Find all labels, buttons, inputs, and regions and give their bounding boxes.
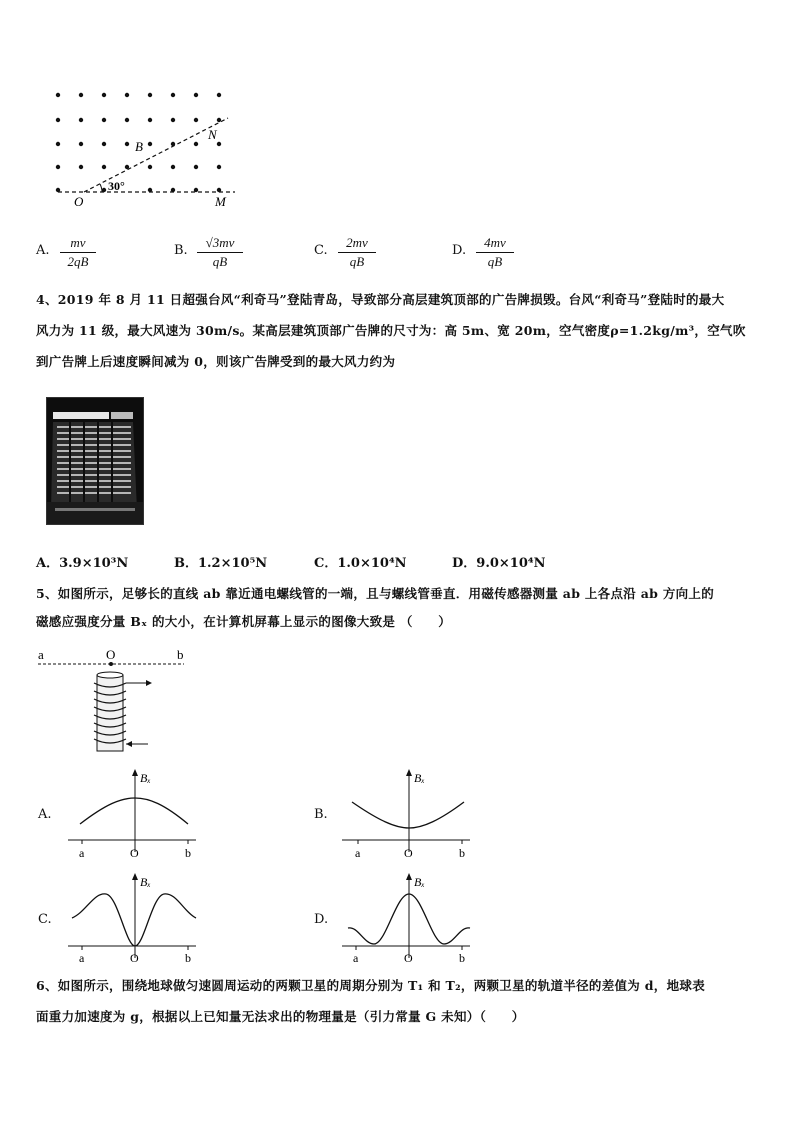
on-line [84, 118, 228, 192]
tick-o: O [404, 951, 413, 964]
q5-graph-b[interactable] [340, 768, 480, 860]
q3-option-a-letter[interactable]: A. [36, 243, 50, 258]
q5-graph-a[interactable] [66, 768, 206, 860]
y-axis-label: Bₓ [414, 771, 425, 785]
fig-label-b: b [177, 647, 184, 662]
numerator: 2mv [338, 234, 376, 253]
q4-option-d[interactable]: D．9.0×10⁴N [452, 556, 546, 571]
numerator: 4mv [476, 234, 514, 253]
numerator: mv [60, 234, 96, 253]
q4-option-a[interactable]: A．3.9×10³N [36, 556, 129, 571]
solenoid-figure [34, 645, 194, 755]
q5-question-line-1: 5、如图所示，足够长的直线 ab 靠近通电螺线管的一端，且与螺线管垂直．用磁传感器测量 ab 上各点沿 ab 方向上的 [36, 586, 715, 601]
tick-o: O [130, 951, 139, 964]
building-photo [46, 397, 144, 525]
q3-option-b-letter[interactable]: B. [174, 243, 188, 258]
q5-option-a-letter[interactable]: A. [38, 807, 52, 822]
tick-o: O [130, 846, 139, 860]
fig-label-a: a [38, 647, 44, 662]
y-axis-label: Bₓ [140, 771, 151, 785]
tick-b: b [459, 951, 465, 964]
q6-question-line-2: 面重力加速度为 g，根据以上已知量无法求出的物理量是（引力常量 G 未知）（ ） [36, 1009, 525, 1024]
tick-b: b [459, 846, 465, 860]
q3-magnetic-field-diagram [40, 85, 250, 210]
q6-question-line-1: 6、如图所示，围绕地球做匀速圆周运动的两颗卫星的周期分别为 T₁ 和 T₂，两颗卫星的轨道半径的差值为 d，地球表 [36, 978, 705, 993]
q3-option-c-fraction [338, 234, 376, 271]
q3-option-c-letter[interactable]: C. [314, 243, 328, 258]
q4-question-line-2: 风力为 11 级，最大风速为 30m/s。某高层建筑顶部广告牌的尺寸为：高 5m、宽 20m，空气密度ρ=1.2kg/m³，空气吹 [36, 323, 746, 338]
o-point [109, 662, 113, 666]
numerator: √3mv [197, 234, 243, 253]
label-n: N [208, 127, 217, 142]
label-o: O [74, 194, 84, 209]
curve [80, 798, 188, 824]
label-m: M [215, 194, 226, 209]
q4-question-line-1: 4、2019 年 8 月 11 日超强台风“利奇马”登陆青岛，导致部分高层建筑顶部的广告牌损毁。台风“利奇马”登陆时的最大 [36, 292, 725, 307]
q4-option-c[interactable]: C．1.0×10⁴N [314, 556, 407, 571]
q4-option-b[interactable]: B．1.2×10⁵N [174, 556, 268, 571]
q3-option-b-fraction [197, 234, 243, 271]
denominator: 2qB [67, 254, 89, 269]
q5-graph-c[interactable] [66, 872, 206, 964]
tick-b: b [185, 951, 191, 964]
q5-option-b-letter[interactable]: B. [314, 807, 328, 822]
label-angle: 30° [108, 179, 125, 193]
denominator: qB [212, 254, 228, 269]
denominator: qB [487, 254, 503, 269]
tick-a: a [79, 951, 85, 964]
q5-question-line-2: 磁感应强度分量 Bₓ 的大小，在计算机屏幕上显示的图像大致是 （ ） [36, 614, 452, 629]
fig-label-o: O [106, 647, 116, 662]
q5-option-c-letter[interactable]: C. [38, 912, 52, 927]
q3-option-d-letter[interactable]: D. [452, 243, 467, 258]
tick-a: a [353, 951, 359, 964]
q3-option-a-fraction [60, 234, 96, 271]
denominator: qB [349, 254, 365, 269]
tick-a: a [355, 846, 361, 860]
tick-a: a [79, 846, 85, 860]
y-axis-label: Bₓ [414, 875, 425, 889]
tick-o: O [404, 846, 413, 860]
curve [352, 802, 464, 828]
label-b: B [135, 139, 143, 154]
q5-graph-d[interactable] [340, 872, 480, 964]
curve [72, 894, 196, 946]
tick-b: b [185, 846, 191, 860]
q5-option-d-letter[interactable]: D. [314, 912, 329, 927]
q3-option-d-fraction [476, 234, 514, 271]
q4-question-line-3: 到广告牌上后速度瞬间减为 0，则该广告牌受到的最大风力约为 [36, 354, 396, 369]
y-axis-label: Bₓ [140, 875, 151, 889]
angle-arc [100, 184, 102, 192]
